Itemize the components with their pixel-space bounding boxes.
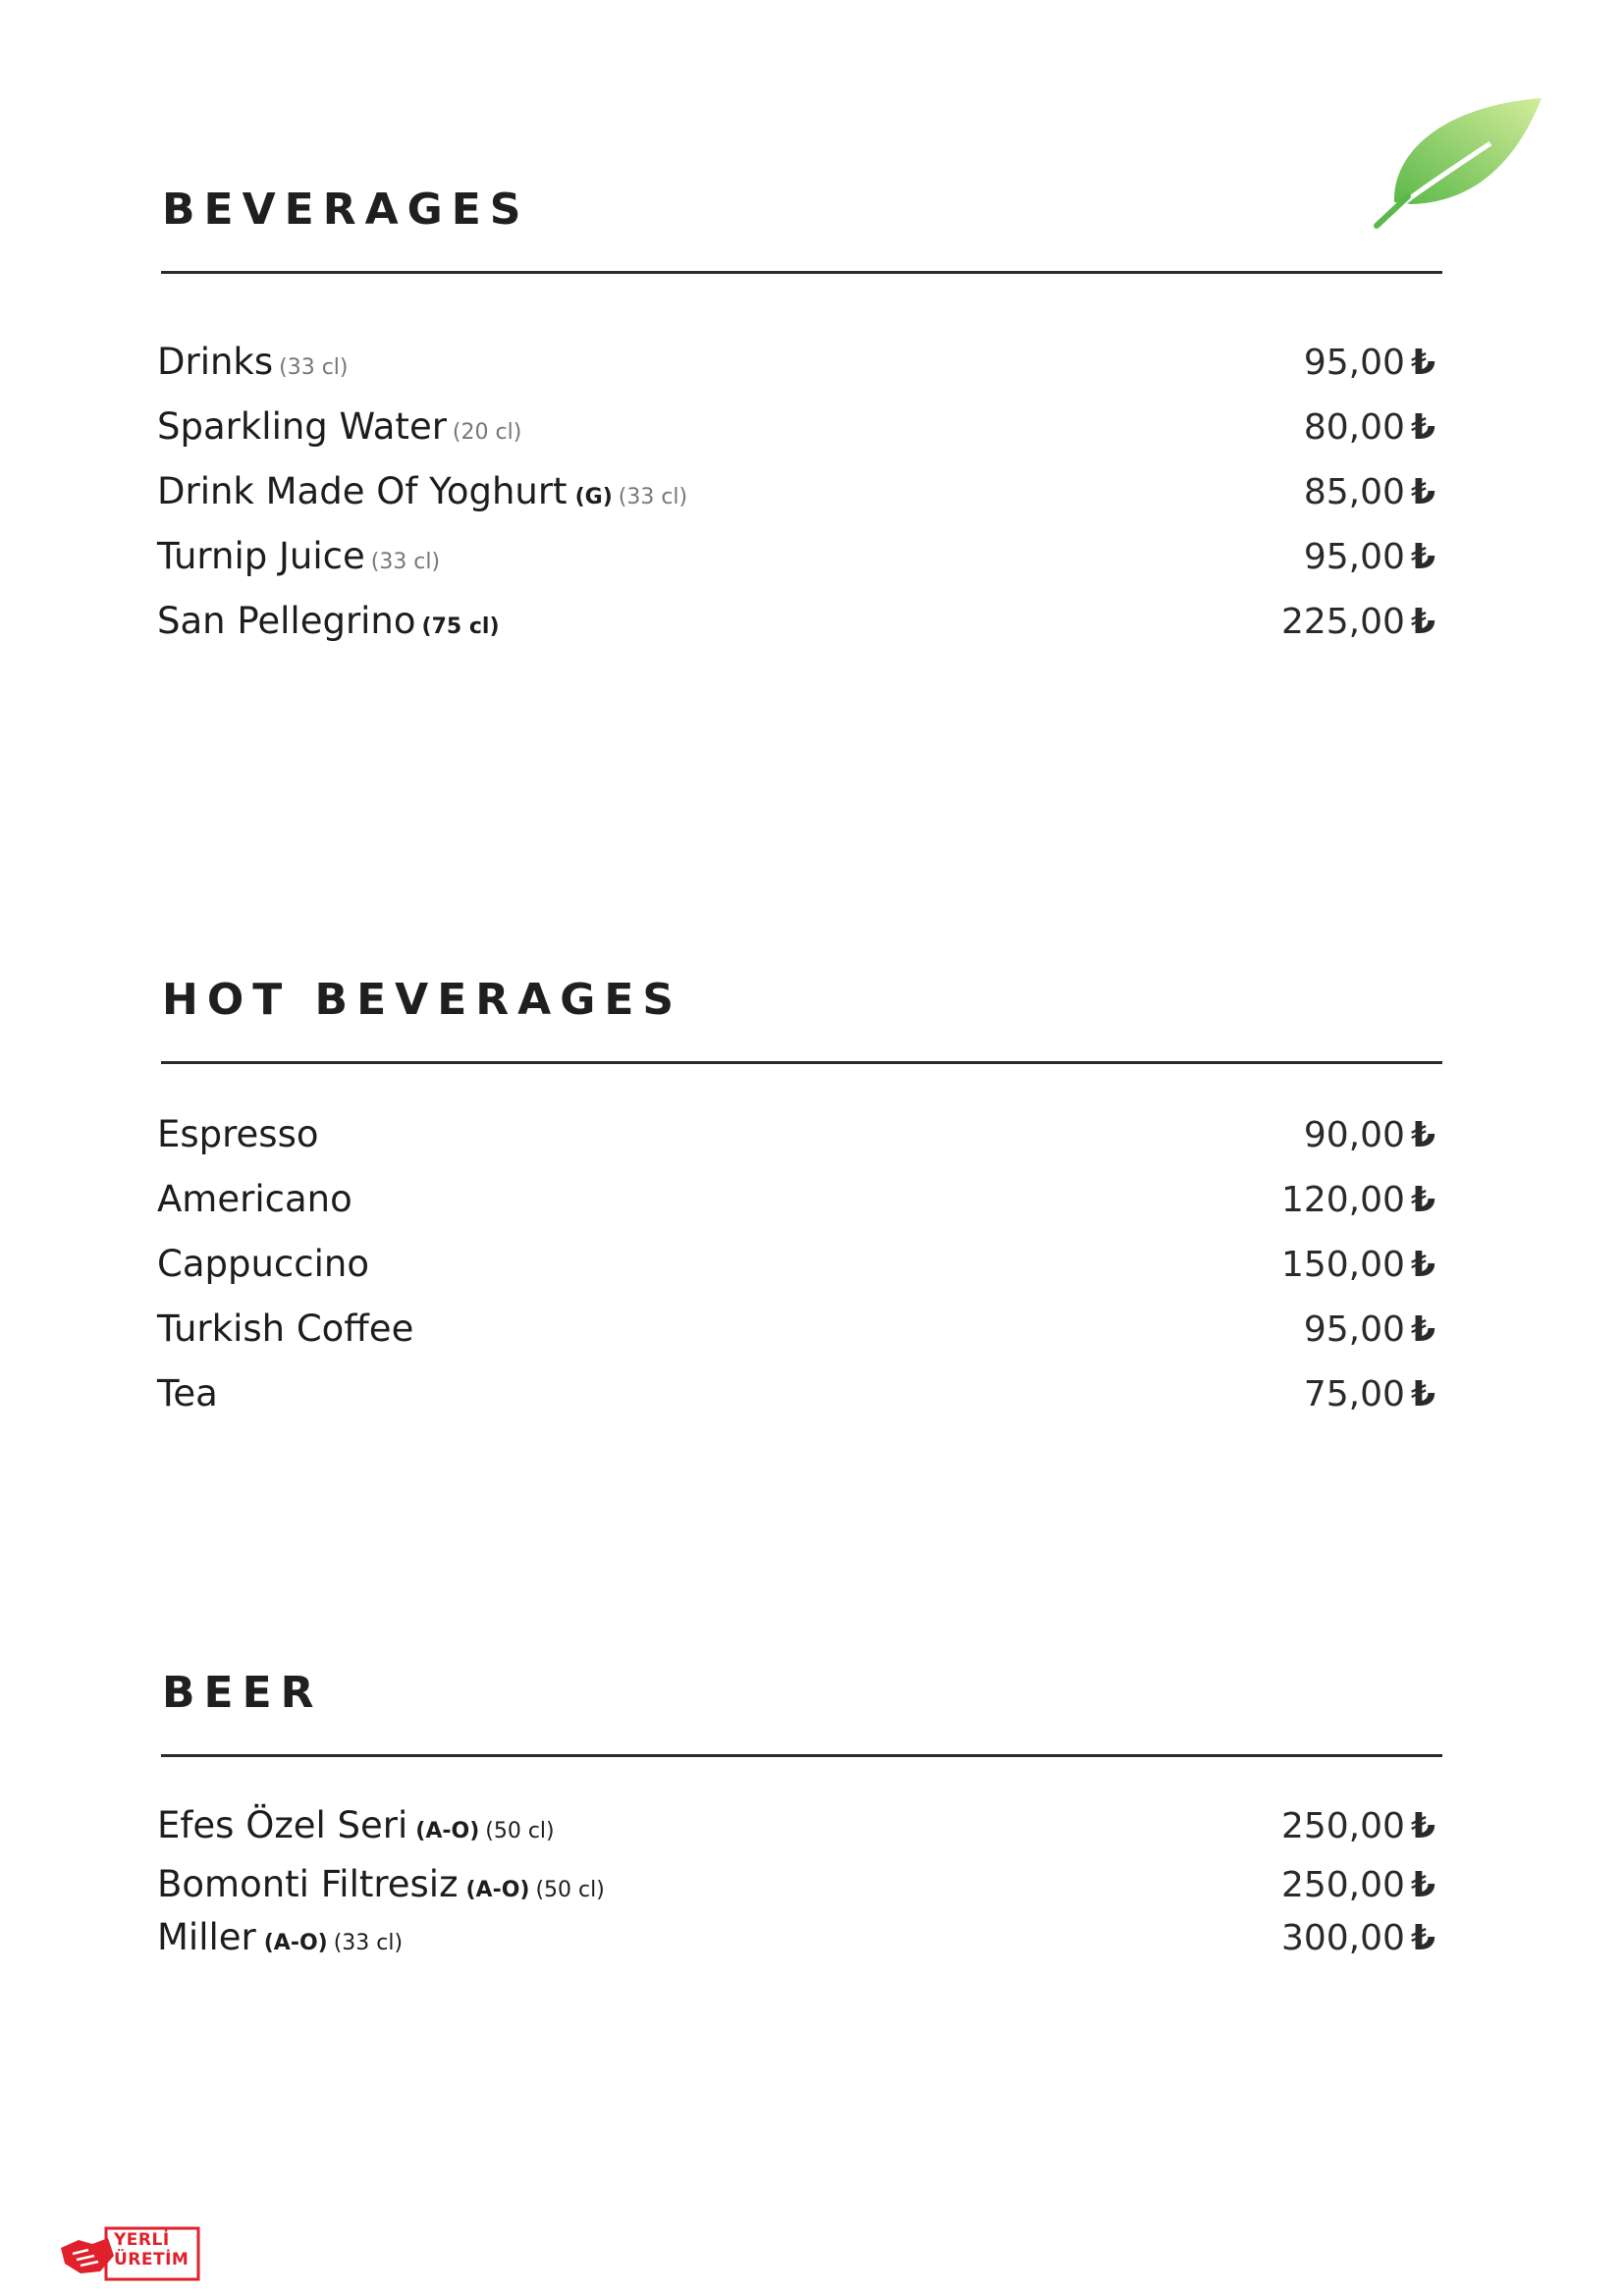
item-size: (33 cl): [279, 355, 349, 380]
badge-line-2: ÜRETİM: [114, 2250, 189, 2269]
price-value: 80,00: [1303, 407, 1405, 448]
lira-icon: ₺: [1410, 1309, 1435, 1350]
price-value: 85,00: [1303, 472, 1405, 512]
price-value: 95,00: [1303, 1309, 1405, 1350]
item-price: [1281, 1180, 1443, 1220]
item-name: Bomonti Filtresiz: [157, 1863, 459, 1905]
item-name: Americano: [157, 1178, 352, 1220]
item-size: (33 cl): [333, 1931, 404, 1955]
item-name: Tea: [157, 1372, 218, 1415]
item-price: [1281, 1865, 1443, 1905]
menu-item-list: [157, 1113, 1443, 1437]
menu-item: [157, 1916, 1443, 1975]
section-title: BEVERAGES: [162, 185, 530, 235]
item-name: Cappuccino: [157, 1243, 369, 1285]
item-price: [1304, 1115, 1443, 1155]
menu-item: [157, 470, 1443, 535]
lira-icon: ₺: [1410, 1245, 1435, 1285]
section-divider: [161, 271, 1442, 274]
item-size: (33 cl): [618, 485, 688, 509]
item-name: Drink Made Of Yoghurt: [157, 470, 568, 512]
menu-item: [157, 341, 1443, 405]
price-value: 95,00: [1303, 343, 1405, 383]
price-value: 150,00: [1280, 1245, 1405, 1285]
price-value: 90,00: [1303, 1115, 1405, 1155]
price-value: 250,00: [1280, 1806, 1405, 1846]
menu-item: [157, 1113, 1443, 1178]
menu-item: [157, 1804, 1443, 1863]
item-price: [1304, 537, 1443, 577]
hot-beverages-section: [157, 975, 1443, 1437]
item-price: [1281, 602, 1443, 642]
item-size: (50 cl): [535, 1878, 605, 1902]
menu-item: [157, 535, 1443, 600]
lira-icon: ₺: [1410, 537, 1435, 577]
lira-icon: ₺: [1410, 1374, 1435, 1415]
price-value: 120,00: [1280, 1180, 1405, 1220]
price-value: 225,00: [1280, 602, 1405, 642]
item-tag: (G): [574, 485, 613, 509]
price-value: 300,00: [1280, 1918, 1405, 1958]
lira-icon: ₺: [1410, 602, 1435, 642]
beer-section: [157, 1668, 1443, 1975]
badge-text: [114, 2230, 189, 2269]
item-tag: (A-O): [415, 1819, 480, 1843]
lira-icon: ₺: [1410, 343, 1435, 383]
item-name: Turkish Coffee: [157, 1308, 414, 1350]
item-size: (20 cl): [452, 420, 522, 445]
item-price: [1304, 1374, 1443, 1415]
section-title: HOT BEVERAGES: [162, 975, 683, 1025]
item-name: Turnip Juice: [157, 535, 365, 577]
lira-icon: ₺: [1410, 407, 1435, 448]
section-divider: [161, 1061, 1442, 1064]
item-name: San Pellegrino: [157, 600, 416, 642]
item-tag: (A-O): [263, 1931, 328, 1955]
item-price: [1304, 472, 1443, 512]
item-price: [1281, 1245, 1443, 1285]
item-size: (50 cl): [485, 1819, 555, 1843]
menu-item-list: [157, 1804, 1443, 1975]
item-name: Sparkling Water: [157, 405, 447, 448]
item-price: [1304, 343, 1443, 383]
item-size: (75 cl): [421, 614, 500, 639]
section-divider: [161, 1754, 1442, 1757]
lira-icon: ₺: [1410, 1806, 1435, 1846]
item-price: [1281, 1918, 1443, 1958]
price-value: 75,00: [1303, 1374, 1405, 1415]
yerli-uretim-badge: [59, 2226, 200, 2281]
item-size: (33 cl): [370, 550, 441, 574]
lira-icon: ₺: [1410, 472, 1435, 512]
menu-item: [157, 1863, 1443, 1916]
lira-icon: ₺: [1410, 1865, 1435, 1905]
lira-icon: ₺: [1410, 1115, 1435, 1155]
beverages-section: [157, 185, 1443, 665]
price-value: 250,00: [1280, 1865, 1405, 1905]
lira-icon: ₺: [1410, 1918, 1435, 1958]
menu-item: [157, 1243, 1443, 1308]
menu-item: [157, 1178, 1443, 1243]
item-price: [1304, 1309, 1443, 1350]
menu-item-list: [157, 341, 1443, 665]
menu-item: [157, 1372, 1443, 1437]
badge-line-1: YERLİ: [114, 2230, 170, 2250]
menu-item: [157, 1308, 1443, 1372]
price-value: 95,00: [1303, 537, 1405, 577]
menu-item: [157, 600, 1443, 665]
lira-icon: ₺: [1410, 1180, 1435, 1220]
item-name: Drinks: [157, 341, 274, 383]
item-price: [1304, 407, 1443, 448]
item-name: Espresso: [157, 1113, 319, 1155]
item-name: Efes Özel Seri: [157, 1804, 408, 1846]
item-tag: (A-O): [465, 1878, 530, 1902]
menu-item: [157, 405, 1443, 470]
item-price: [1281, 1806, 1443, 1846]
section-title: BEER: [162, 1668, 323, 1718]
item-name: Miller: [157, 1916, 256, 1958]
